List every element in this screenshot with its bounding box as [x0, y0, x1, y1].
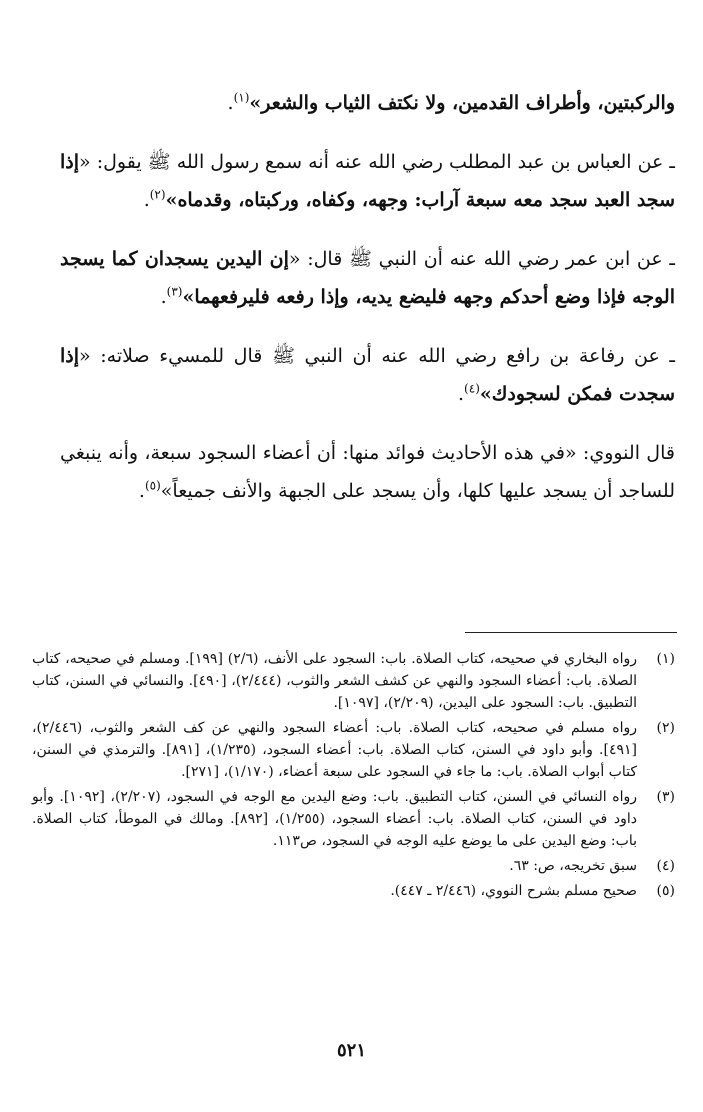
- main-text: [60, 84, 675, 531]
- footnote: [32, 717, 675, 783]
- period: .: [458, 383, 465, 405]
- footnote-ref: (١): [233, 90, 250, 105]
- narration-text: ـ عن العباس بن عبد المطلب رضي الله عنه أنه سمع رسول الله ﷺ يقول: «: [79, 151, 675, 173]
- hadith-text: إذا سجد العبد سجد معه سبعة آراب: وجهه، وكفاه، وركبتاه، وقدماه»: [60, 151, 675, 211]
- footnotes: [32, 648, 675, 905]
- footnote-number: (٤): [656, 858, 675, 874]
- footnote-number: (٢): [656, 720, 675, 736]
- footnote-number: (٥): [656, 883, 675, 899]
- footnote-text: رواه مسلم في صحيحه، كتاب الصلاة. باب: أعضاء السجود والنهي عن كف الشعر والثوب، (٢/٤٤٦)، [٤٩١]. وأبو داود في السنن، كتاب الصلاة. باب: أعضاء السجود، (١/٢٣٥)، [٨٩١]. والترمذي في السنن، كتاب أبواب الصلاة. باب: ما جاء في السجود على سبعة أعضاء، (١/١٧٠)، [٢٧١].: [32, 720, 637, 780]
- period: .: [160, 286, 167, 308]
- period: .: [138, 480, 145, 502]
- paragraph-2: [60, 143, 675, 219]
- footnote-ref: (٣): [166, 284, 183, 299]
- paragraph-1: [60, 84, 675, 122]
- quote-text: قال النووي: «في هذه الأحاديث فوائد منها: أن أعضاء السجود سبعة، وأنه ينبغي للساجد أن يسجد عليها كلها، وأن يسجد على الجبهة والأنف جميعاً»: [60, 442, 675, 502]
- footnote-number: (١): [656, 651, 675, 667]
- paragraph-5: [60, 434, 675, 510]
- hadith-text: إذا سجدت فمكن لسجودك»: [60, 345, 675, 405]
- footnote-text: رواه البخاري في صحيحه، كتاب الصلاة. باب: السجود على الأنف، (٢/٦) [١٩٩]. ومسلم في صحيحه، كتاب الصلاة. باب: أعضاء السجود والنهي عن كشف الشعر والثوب، (٢/٤٤٤)، [٤٩٠]. والنسائي في السنن، كتاب التطبيق. باب: السجود على اليدين، (٢/٢٠٩)، [١٠٩٧].: [32, 651, 637, 711]
- period: .: [143, 189, 150, 211]
- hadith-text: إن اليدين يسجدان كما يسجد الوجه فإذا وضع أحدكم وجهه فليضع يديه، وإذا رفعه فليرفعهما»: [60, 248, 675, 308]
- footnote-text: سبق تخريجه، ص: ٦٣.: [509, 858, 637, 874]
- narration-text: ـ عن ابن عمر رضي الله عنه أن النبي ﷺ قال: «: [288, 248, 676, 270]
- period: .: [227, 92, 234, 114]
- page-number: ٥٢١: [336, 1040, 366, 1061]
- footnote-ref: (٥): [144, 478, 161, 493]
- footnote-text: رواه النسائي في السنن، كتاب التطبيق. باب: وضع اليدين مع الوجه في السجود، (٢/٢٠٧)، [١٠٩٢]. وأبو داود في السنن، كتاب الصلاة. باب: أعضاء السجود، (١/٢٥٥)، [٨٩٢]. ومالك في الموطأ، كتاب الصلاة. باب: وضع اليدين على ما يوضع عليه الوجه في السجود، ص١١٣.: [32, 789, 637, 849]
- narration-text: ـ عن رفاعة بن رافع رضي الله عنه أن النبي ﷺ قال للمسيء صلاته: «: [79, 345, 675, 367]
- paragraph-4: [60, 337, 675, 413]
- footnote: [32, 786, 675, 852]
- footnote: [32, 855, 675, 877]
- footnote-number: (٣): [656, 789, 675, 805]
- footnote-ref: (٤): [464, 381, 480, 396]
- footnote: [32, 880, 675, 902]
- footnote: [32, 648, 675, 714]
- paragraph-3: [60, 240, 675, 316]
- footnote-divider: [465, 632, 677, 633]
- hadith-text: والركبتين، وأطراف القدمين، ولا نكتف الثياب والشعر»: [249, 92, 675, 114]
- footnote-text: صحيح مسلم بشرح النووي، (٢/٤٤٦ ـ ٤٤٧).: [390, 883, 637, 899]
- footnote-ref: (٢): [149, 187, 166, 202]
